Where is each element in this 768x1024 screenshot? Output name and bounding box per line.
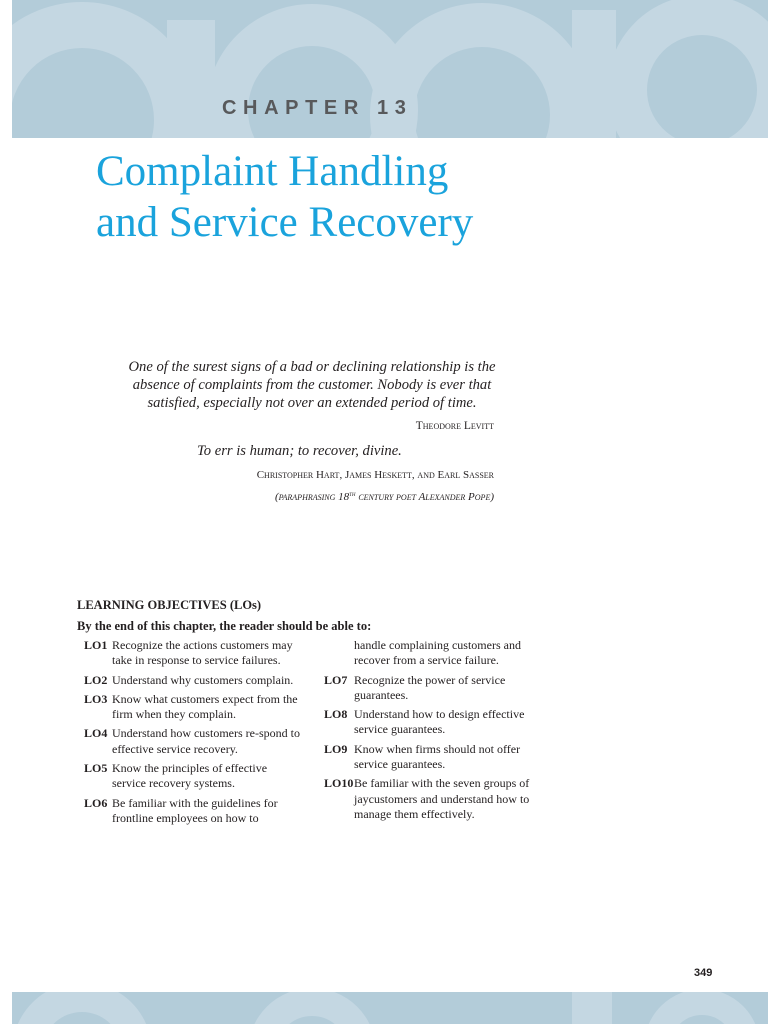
lo-code: LO9	[324, 741, 348, 756]
attribution-note	[275, 486, 494, 505]
header-band	[12, 0, 768, 138]
quote-line: satisfied, especially not over an extended period of time.	[147, 395, 477, 411]
learning-objectives-column-right	[324, 638, 554, 826]
lo-code: LO6	[84, 795, 108, 810]
page-number: 349	[694, 967, 713, 979]
title-line-2: and Service Recovery	[96, 199, 474, 246]
lo-text: Know the principles of effective service recovery systems.	[112, 761, 268, 791]
list-item	[84, 692, 304, 723]
lo-code: LO8	[324, 707, 348, 722]
note-superscript: th	[349, 490, 356, 498]
epigraph-levitt	[112, 358, 512, 412]
footer-band	[12, 992, 768, 1024]
title-line-1: Complaint Handling	[96, 148, 449, 195]
list-item	[324, 673, 554, 704]
list-item	[84, 638, 304, 669]
list-item	[324, 776, 554, 822]
quote-line: absence of complaints from the customer. Nobody is ever that	[132, 377, 492, 393]
attribution-hart-heskett-sasser: Christopher Hart, James Heskett, and Earl Sasser	[256, 469, 494, 481]
decorative-letters	[12, 992, 768, 1024]
list-item	[84, 761, 304, 792]
list-item	[324, 707, 554, 738]
lo-text: Understand how to design effective service guarantees.	[354, 707, 525, 737]
note-prefix: (paraphrasing 18	[275, 491, 350, 503]
lo-text: Be familiar with the guidelines for frontline employees on how to	[112, 795, 278, 825]
lo-code: LO2	[84, 672, 108, 687]
lo-text: Understand how customers re-spond to effective service recovery.	[112, 726, 300, 756]
chapter-label: CHAPTER 13	[222, 97, 413, 119]
lo-code: LO3	[84, 691, 108, 706]
learning-objectives-heading: LEARNING OBJECTIVES (LOs)	[77, 598, 262, 612]
lo-code: LO1	[84, 638, 108, 652]
lo-text: Know when firms should not offer service guarantees.	[354, 741, 521, 772]
lo-text: Recognize the power of service guarantees.	[354, 672, 506, 702]
lo-code: LO10	[324, 776, 354, 791]
lo-text: Understand why customers complain.	[112, 672, 294, 687]
list-item	[84, 796, 304, 827]
book-page	[12, 0, 768, 1024]
lo-continuation: handle complaining customers and recover from a service failure.	[354, 638, 521, 668]
lo-code: LO7	[324, 672, 348, 687]
epigraph-pope: To err is human; to recover, divine.	[197, 443, 402, 459]
lo-text: Know what customers expect from the firm when they complain.	[112, 691, 298, 722]
lo-code: LO5	[84, 761, 108, 776]
learning-objectives-column-left	[84, 638, 304, 830]
lo-text: Be familiar with the seven groups of jaycustomers and understand how to manage them effectively.	[354, 776, 530, 821]
list-item	[84, 673, 304, 688]
list-item	[324, 742, 554, 773]
note-suffix: century poet Alexander Pope)	[355, 491, 494, 503]
learning-objectives-intro: By the end of this chapter, the reader should be able to:	[77, 619, 372, 633]
lo-code: LO4	[84, 726, 108, 741]
chapter-title	[96, 146, 656, 248]
lo-text: Recognize the actions customers may take in response to service failures.	[112, 638, 293, 668]
attribution-levitt: Theodore Levitt	[415, 420, 494, 432]
quote-line: One of the surest signs of a bad or declining relationship is the	[128, 359, 496, 375]
list-item	[84, 726, 304, 757]
